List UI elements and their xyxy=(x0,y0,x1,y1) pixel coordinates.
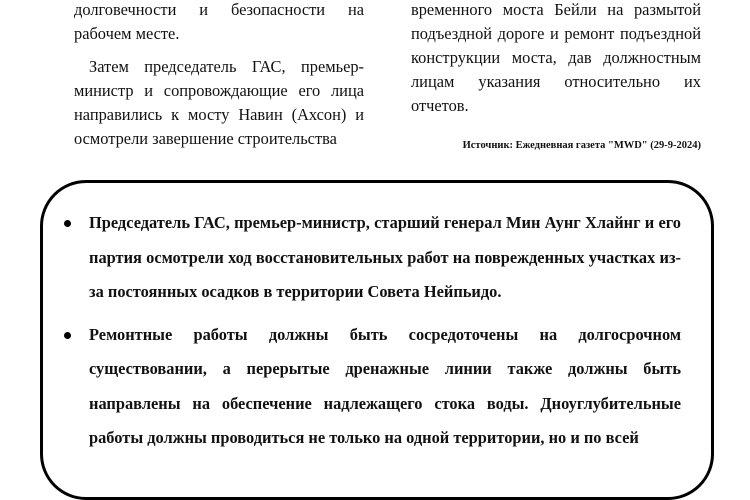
list-item-text: Ремонтные работы должны быть сосредоточены на долгосрочном существовании, а перерытые дренажные линии также должны быть направлены на обеспечение надлежащего стока воды. Дноуглубительные работы должны проводиться не только на одной территории, но и по всей xyxy=(89,324,681,447)
list-item-text: Председатель ГАС, премьер-министр, старший генерал Мин Аунг Хлайнг и его партия осмотрели ход восстановительных работ на поврежденных участках из-за постоянных осадков в территории Совета Нейпьидо. xyxy=(89,213,681,301)
list-item xyxy=(64,318,681,456)
paragraph: Затем председатель ГАС, премьер-министр и сопровождающие его лица направились к мосту Навин (Ахсон) и осмотрели завершение строительства xyxy=(74,57,364,148)
left-column xyxy=(74,0,364,151)
paragraph: долговечности и безопасности на рабочем месте. xyxy=(74,0,364,43)
bullet-icon xyxy=(64,220,71,227)
list-item xyxy=(64,206,681,310)
source-citation: Источник: Ежедневная газета "MWD" (29-9-2024) xyxy=(462,140,701,151)
paragraph: временного моста Бейли на размытой подъездной дороге и ремонт подъездной конструкции моста, дав должностным лицам указания относительно их отчетов. xyxy=(411,0,701,115)
bullet-icon xyxy=(64,332,71,339)
highlights-list xyxy=(64,206,681,456)
right-column xyxy=(411,0,701,118)
